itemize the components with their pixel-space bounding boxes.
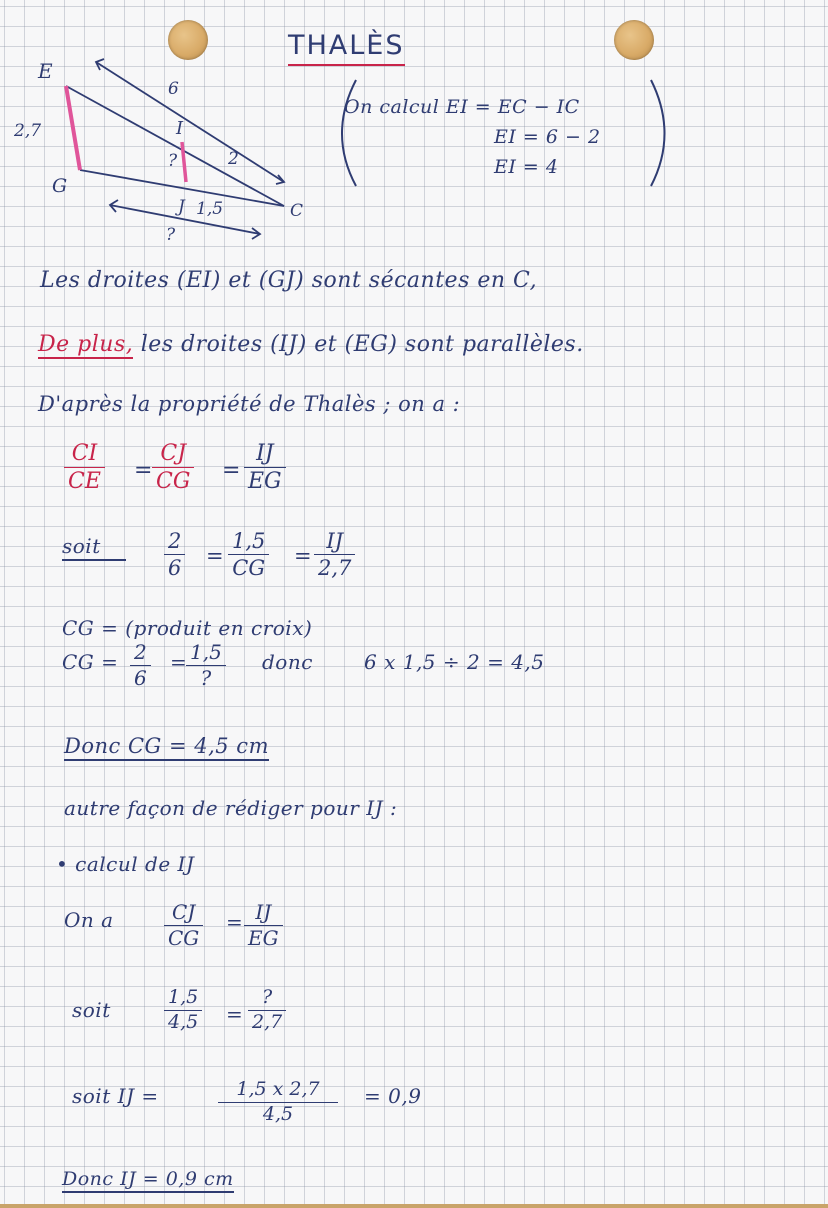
de-plus-label: De plus,: [38, 332, 134, 357]
produit-donc: donc: [262, 650, 313, 674]
gc-measure-line: [110, 205, 260, 234]
ec-measure-line: [96, 62, 284, 182]
label-e: E: [38, 59, 53, 83]
page-title: THALÈS: [288, 30, 405, 66]
thales-figure: [0, 40, 330, 300]
ratio-ij-eg-b: IJ EG: [244, 902, 283, 949]
ratio-15-45: 1,5 4,5: [164, 988, 202, 1033]
side-calc-line3: EI = 4: [494, 156, 559, 178]
statement-propriete: D'après la propriété de Thalès ; on a :: [38, 392, 461, 416]
conclusion-ij: Donc IJ = 0,9 cm: [62, 1168, 234, 1193]
side-calc-line1: On calcul EI = EC − IC: [344, 96, 580, 118]
eq-sign: =: [170, 650, 188, 674]
segment-ec: [66, 86, 284, 206]
label-len-ec: 6: [168, 79, 179, 99]
calcul-ij: • calcul de IJ: [56, 852, 195, 876]
ratio-cj-cg: CJ CG: [152, 442, 194, 493]
ratio-15-cg: 1,5 CG: [228, 530, 269, 579]
statement-paralleles: les droites (IJ) et (EG) sont parallèles.: [140, 332, 584, 357]
segment-eg: [66, 86, 80, 170]
ratio-ci-ce: CI CE: [64, 442, 105, 493]
segment-ij: [182, 142, 186, 182]
label-c: C: [290, 201, 304, 221]
label-i: I: [176, 118, 184, 139]
binder-hole-right: [614, 20, 654, 60]
ratio-ij-27: IJ 2,7: [314, 530, 355, 579]
page-bottom-edge: [0, 1204, 828, 1208]
soit3-result: = 0,9: [364, 1084, 422, 1108]
side-calc-line2: EI = 6 − 2: [494, 126, 601, 148]
eq-sign: =: [134, 458, 153, 483]
produit-line1: CG = (produit en croix): [62, 616, 313, 640]
eq-sign: =: [226, 1002, 244, 1026]
eq-sign: =: [226, 910, 244, 934]
eq-sign: =: [206, 544, 225, 568]
soit3-prefix: soit IJ =: [72, 1084, 159, 1108]
soit-word: soit: [62, 534, 126, 561]
ratio-cj-cg-b: CJ CG: [164, 902, 203, 949]
label-q-gc: ?: [166, 225, 176, 245]
ratio-15-q: 1,5 ?: [186, 642, 226, 689]
ratio-2-6-b: 2 6: [130, 642, 151, 689]
produit-prefix: CG =: [62, 650, 119, 674]
ratio-product: 1,5 x 2,7 4,5: [218, 1080, 338, 1125]
autre-facon: autre façon de rédiger pour IJ :: [64, 796, 398, 820]
produit-calc: 6 x 1,5 ÷ 2 = 4,5: [364, 650, 545, 674]
label-q-ij: ?: [168, 151, 178, 171]
conclusion-cg: Donc CG = 4,5 cm: [64, 734, 269, 761]
label-len-jc: 1,5: [196, 199, 224, 219]
ratio-ij-eg: IJ EG: [244, 442, 286, 493]
ratio-q-27: ? 2,7: [248, 988, 286, 1033]
label-len-ic: 2: [228, 149, 239, 169]
statement-secantes: Les droites (EI) et (GJ) sont sécantes en C,: [40, 268, 538, 293]
soit2-word: soit: [72, 998, 111, 1022]
eq-sign: =: [222, 458, 241, 483]
label-len-eg: 2,7: [14, 121, 42, 141]
statement-de-plus: [38, 332, 584, 357]
label-j: J: [178, 197, 185, 217]
on-a-word: On a: [64, 908, 114, 932]
label-g: G: [52, 175, 68, 197]
eq-sign: =: [294, 544, 313, 568]
ratio-2-6: 2 6: [164, 530, 185, 579]
